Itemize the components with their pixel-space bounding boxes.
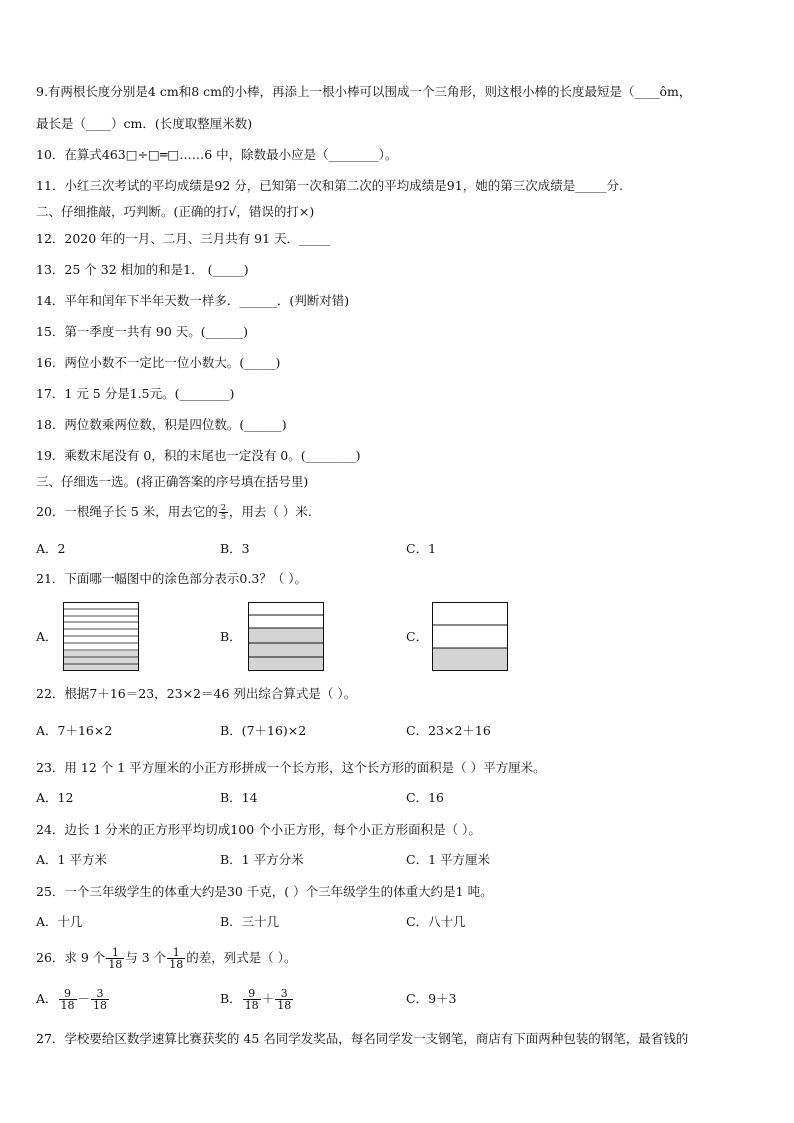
q26-a-d1: 18 (60, 999, 75, 1012)
q26-middle: 与 3 个 (125, 950, 167, 965)
q20-frac-den: 5 (220, 512, 226, 521)
q26-b-d1: 18 (244, 999, 259, 1012)
q26-prefix: 26．求 9 个 (36, 950, 106, 965)
q26-frac1-den: 18 (108, 958, 123, 971)
q25-option-b: B．三十几 (220, 914, 280, 929)
q23: 23．用 12 个 1 平方厘米的小正方形拼成一个长方形，这个长方形的面积是（ ）平方厘米。 (36, 760, 546, 775)
q16: 16．两位小数不一定比一位小数大。(_____) (36, 355, 281, 370)
q27: 27．学校要给区数学速算比赛获奖的 45 名同学发奖品，每名同学发一支钢笔，商店有下面两种包装的钢笔，最省钱的 (36, 1031, 689, 1046)
q22-option-a: A．7＋16×2 (36, 723, 113, 738)
q26-a-operator: － (77, 991, 91, 1006)
q22-option-c: C．23×2＋16 (406, 723, 491, 738)
q21: 21．下面哪一幅图中的涂色部分表示0.3？（ ）。 (36, 571, 308, 586)
q10: 10．在算式463□÷□═□……6 中，除数最小应是（________）。 (36, 147, 398, 162)
q26-option-a-label: A． (36, 991, 58, 1006)
q9-line1: 9.有两根长度分别是4 cm和8 cm的小棒，再添上一根小棒可以围成一个三角形，则这根小棒的长度最短是（____ôm， (36, 84, 692, 99)
q21-figure-c (432, 602, 509, 672)
q20-prefix: 20．一根绳子长 5 米，用去它的 (36, 504, 218, 519)
q26-b-operator: ＋ (261, 991, 275, 1006)
q26-b-n2: 3 (275, 988, 293, 1000)
q9-line2: 最长是（____）cm．(长度取整厘米数) (36, 116, 253, 131)
q26-option-a-frac2 (91, 988, 109, 1011)
q26-option-a (36, 984, 110, 1014)
q20-option-c: C．1 (406, 541, 437, 556)
q11: 11．小红三次考试的平均成绩是92 分，已知第一次和第二次的平均成绩是91，她的第三次成绩是_____分. (36, 178, 623, 193)
q26-frac1-num: 1 (106, 947, 124, 959)
q26-option-b (220, 984, 294, 1014)
q25-option-c: C．八十几 (406, 914, 466, 929)
section-2-heading: 二、仔细推敲，巧判断。(正确的打√，错误的打×) (36, 204, 315, 219)
q20-frac-num: 2 (220, 503, 226, 512)
q24: 24．边长 1 分米的正方形平均切成100 个小正方形，每个小正方形面积是（ ）。 (36, 822, 481, 837)
q12: 12．2020 年的一月、二月、三月共有 91 天．_____ (36, 231, 331, 246)
q26-a-d2: 18 (93, 999, 108, 1012)
q15: 15．第一季度一共有 90 天。(______) (36, 324, 249, 339)
q26 (36, 944, 296, 972)
q21-label-a: A． (36, 629, 58, 644)
q17: 17．1 元 5 分是1.5元。(________) (36, 386, 235, 401)
q23-option-c: C．16 (406, 790, 444, 805)
q21-label-c: C． (406, 629, 429, 644)
q26-frac2-num: 1 (167, 947, 185, 959)
q26-b-d2: 18 (277, 999, 292, 1012)
q13: 13．25 个 32 相加的和是1． (_____) (36, 262, 249, 277)
q21-figure-b (248, 602, 325, 672)
q26-frac2-den: 18 (169, 958, 184, 971)
q25: 25．一个三年级学生的体重大约是30 千克，( ）个三年级学生的体重大约是1 吨。 (36, 884, 493, 899)
q20-option-a: A．2 (36, 541, 66, 556)
q26-a-n2: 3 (91, 988, 109, 1000)
q22-option-b: B．(7＋16)×2 (220, 723, 307, 738)
q26-option-b-frac1 (243, 988, 261, 1011)
q24-option-c: C．1 平方厘米 (406, 852, 490, 867)
q26-option-a-frac1 (59, 988, 77, 1011)
q26-option-c: C．9＋3 (406, 991, 457, 1006)
q26-b-n1: 9 (243, 988, 261, 1000)
q21-label-b: B． (220, 629, 242, 644)
q14: 14．平年和闰年下半年天数一样多．______．(判断对错) (36, 293, 350, 308)
q24-option-b: B．1 平方分米 (220, 852, 304, 867)
q23-option-b: B．14 (220, 790, 258, 805)
q26-option-b-frac2 (275, 988, 293, 1011)
q20-fraction (219, 504, 228, 521)
q20-option-b: B．3 (220, 541, 250, 556)
q26-fraction-1 (106, 947, 124, 970)
section-3-heading: 三、仔细选一选。(将正确答案的序号填在括号里) (36, 474, 309, 489)
q23-option-a: A．12 (36, 790, 74, 805)
q24-option-a: A．1 平方米 (36, 852, 107, 867)
q19: 19．乘数末尾没有 0，积的末尾也一定没有 0。(________) (36, 448, 361, 463)
q26-fraction-2 (167, 947, 185, 970)
q22: 22．根据7＋16＝23，23×2＝46 列出综合算式是（ ）。 (36, 686, 357, 701)
q20-suffix: ，用去（ ）米. (228, 504, 312, 519)
q20 (36, 504, 312, 521)
q18: 18．两位数乘两位数，积是四位数。(______) (36, 417, 287, 432)
q26-a-n1: 9 (59, 988, 77, 1000)
q26-suffix: 的差，列式是（ ）。 (186, 950, 297, 965)
q21-figure-a (63, 602, 140, 672)
q25-option-a: A．十几 (36, 914, 83, 929)
q26-option-b-label: B． (220, 991, 242, 1006)
